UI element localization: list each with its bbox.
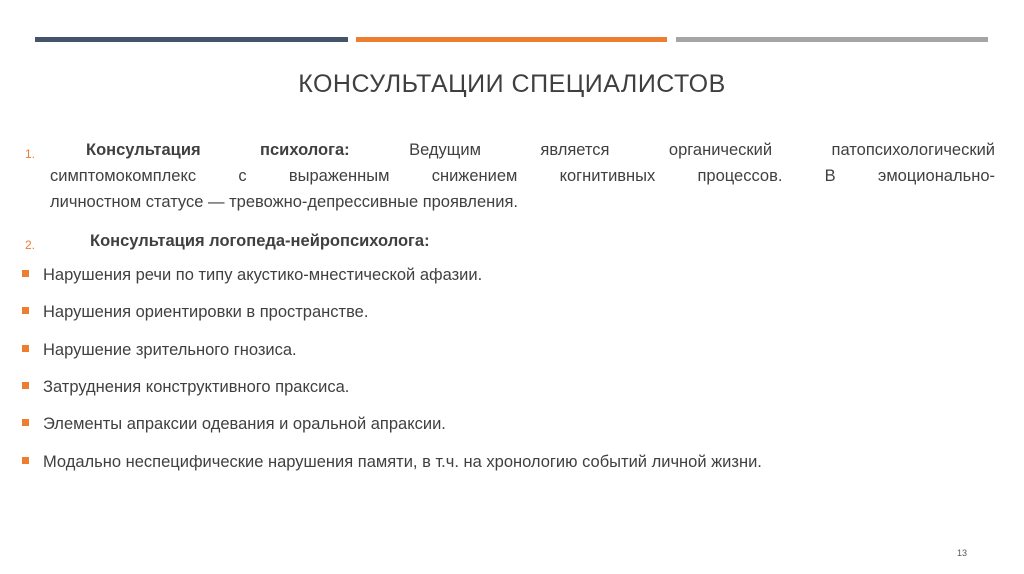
list-item [22, 411, 446, 437]
header-bar-orange [356, 37, 667, 42]
bullet-square-icon [22, 382, 29, 389]
list-number-2: 2. [25, 238, 36, 252]
bullet-text: Нарушения речи по типу акустико-мнестической афазии. [43, 266, 483, 284]
bullet-text: Нарушения ориентировки в пространстве. [43, 303, 369, 321]
list-item [22, 262, 482, 288]
page-number: 13 [957, 548, 968, 558]
bullet-square-icon [22, 457, 29, 464]
bullet-text: Затруднения конструктивного праксиса. [43, 378, 350, 396]
psychologist-text-line-3: личностном статусе — тревожно-депрессивные проявления. [50, 193, 518, 211]
bullet-square-icon [22, 270, 29, 277]
list-number-1: 1. [25, 147, 36, 161]
list-item [22, 299, 368, 325]
paragraph-line-1 [50, 137, 995, 163]
speech-therapist-consultation-label: Консультация логопеда-нейропсихолога: [90, 232, 430, 250]
slide-title: КОНСУЛЬТАЦИИ СПЕЦИАЛИСТОВ [298, 70, 726, 98]
list-item [22, 374, 349, 400]
bullet-square-icon [22, 307, 29, 314]
psychologist-text-line-1: Ведущим является органический патопсихологический [409, 141, 996, 159]
list-item [22, 449, 762, 475]
psychologist-label: Консультация психолога: [86, 141, 350, 159]
bullet-square-icon [22, 345, 29, 352]
header-bar-gray [676, 37, 988, 42]
psychologist-text-line-2: симптомокомплекс с выраженным снижением когнитивных процессов. В эмоционально- [50, 167, 995, 185]
header-bar-dark [35, 37, 348, 42]
bullet-text: Нарушение зрительного гнозиса. [43, 341, 297, 359]
bullet-square-icon [22, 419, 29, 426]
list-item [22, 337, 297, 363]
bullet-text: Модально неспецифические нарушения памяти, в т.ч. на хронологию событий личной жизни. [43, 453, 762, 471]
psychologist-consultation [50, 137, 995, 215]
bullet-text: Элементы апраксии одевания и оральной апраксии. [43, 415, 446, 433]
